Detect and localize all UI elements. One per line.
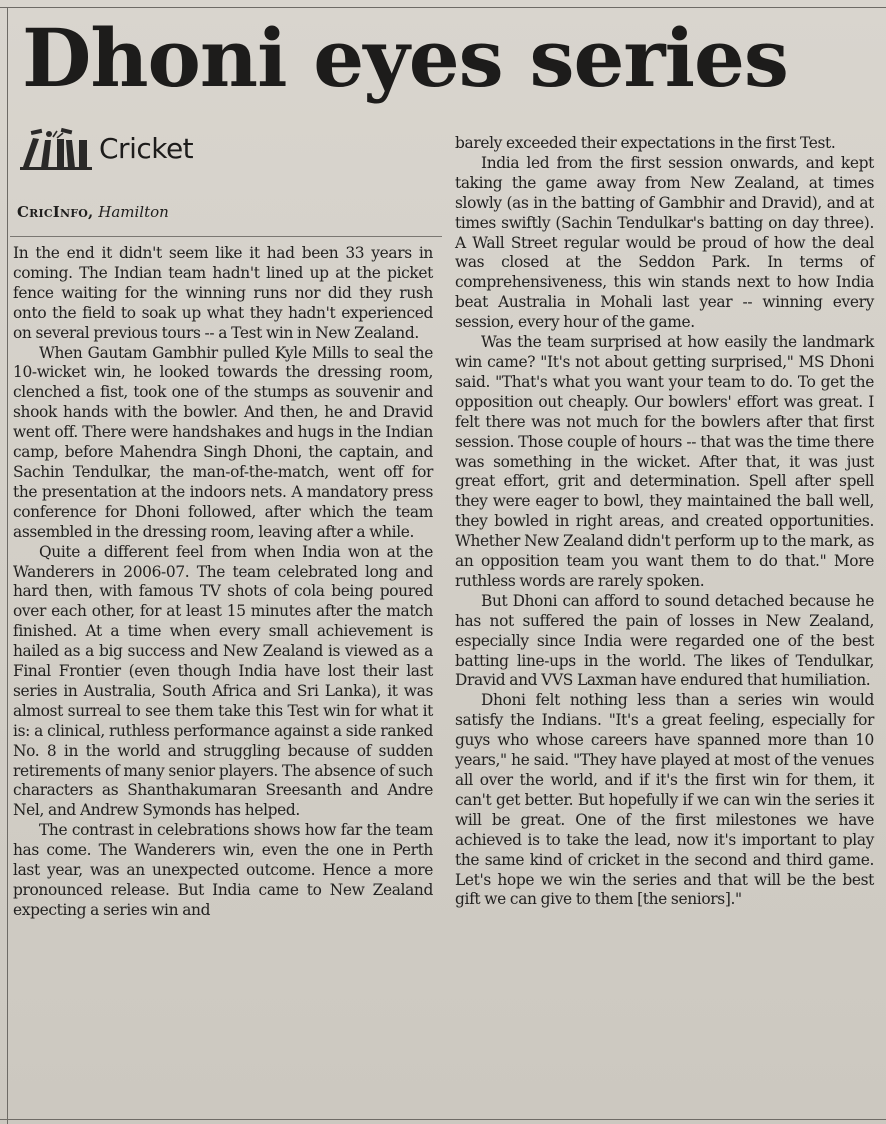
section-tag <box>17 127 193 171</box>
paragraph: barely exceeded their expectations in the first Test. <box>455 134 836 152</box>
article-column-left <box>13 244 433 921</box>
paragraph: India led from the first session onwards, and kept taking the game away from New Zealand, at times slowly (as in the batting of Gambhir and Dravid), and at times swiftly (Sachin Tendulkar's batting on day three). A Wall Street regular would be proud of how the deal was closed at the Seddon Park. In terms of comprehensiveness, this win stands next to how India beat Australia in Mohali last year -- winning every session, every hour of the game. <box>455 153 874 332</box>
paragraph: The contrast in celebrations shows how far the team has come. The Wanderers win, even the one in Perth last year, was an unexpected outcome. Hence a more pronounced release. But India came to New Zealand expecting a series win and <box>13 821 433 919</box>
headline: Dhoni eyes series <box>22 11 788 105</box>
paragraph: When Gautam Gambhir pulled Kyle Mills to seal the 10-wicket win, he looked towards the dressing room, clenched a fist, took one of the stumps as souvenir and shook hands with the bowler. And then, he and Dravid went off. There were handshakes and hugs in the Indian camp, before Mahendra Singh Dhoni, the captain, and Sachin Tendulkar, the man-of-the-match, went off for the presentation at the indoors nets. A mandatory press conference for Dhoni followed, after which the team assembled in the dressing room, leaving after a while. <box>13 343 433 541</box>
section-label: Cricket <box>99 132 194 165</box>
article-column-right <box>455 134 874 910</box>
paragraph: But Dhoni can afford to sound detached because he has not suffered the pain of losses in New Zealand, especially since India were regarded one of the best batting line-ups in the world. The likes of Tendulkar, Dravid and VVS Laxman have endured that humiliation. <box>455 591 874 690</box>
byline <box>17 202 169 222</box>
paragraph: Dhoni felt nothing less than a series win would satisfy the Indians. "It's a great feeling, especially for guys who whose careers have spanned more than 10 years," he said. "They have played at most of the venues all over the world, and if it's the first win for them, it can't get better. But hopefully if we can win the series it will be great. One of the first milestones we have achieved is to take the lead, now it's important to play the same kind of cricket in the second and third game. Let's hope we win the series and that will be the best gift we can give to them [the seniors]." <box>455 691 874 909</box>
left-border-rule <box>7 7 8 1124</box>
byline-agency: CricInfo, <box>17 203 94 221</box>
byline-place: Hamilton <box>98 203 169 221</box>
top-border-rule <box>0 7 886 8</box>
bottom-border-rule <box>0 1119 886 1120</box>
paragraph: Quite a different feel from when India won at the Wanderers in 2006-07. The team celebrated long and hard then, with famous TV shots of cola being poured over each other, for at least 15 minutes after the match finished. At a time when every small achievement is hailed as a big success and New Zealand is viewed as a Final Frontier (even though India have lost their last series in Australia, South Africa and Sri Lanka), it was almost surreal to see them take this Test win for what it is: a clinical, ruthless performance against a side ranked No. 8 in the world and struggling because of sudden retirements of many senior players. The absence of such characters as Shanthakumaran Sreesanth and Andre Nel, and Andrew Symonds has helped. <box>13 542 433 820</box>
byline-divider <box>10 236 442 237</box>
cricket-stumps-icon <box>17 127 95 171</box>
paragraph: In the end it didn't seem like it had been 33 years in coming. The Indian team hadn't lined up at the picket fence waiting for the winning runs nor did they rush onto the field to soak up what they hadn't experienced on several previous tours -- a Test win in New Zealand. <box>13 244 433 342</box>
paragraph: Was the team surprised at how easily the landmark win came? "It's not about getting surprised," MS Dhoni said. "That's what you want your team to do. To get the opposition out cheaply. Our bowlers' effort was great. I felt there was not much for the bowlers after that first session. Those couple of hours -- that was the time there was something in the wicket. After that, it was just great effort, grit and determination. Spell after spell they were eager to bowl, they maintained the ball well, they bowled in right areas, and created opportunities. Whether New Zealand didn't perform up to the mark, as an opposition team you want them to do that." More ruthless words are rarely spoken. <box>455 333 874 590</box>
